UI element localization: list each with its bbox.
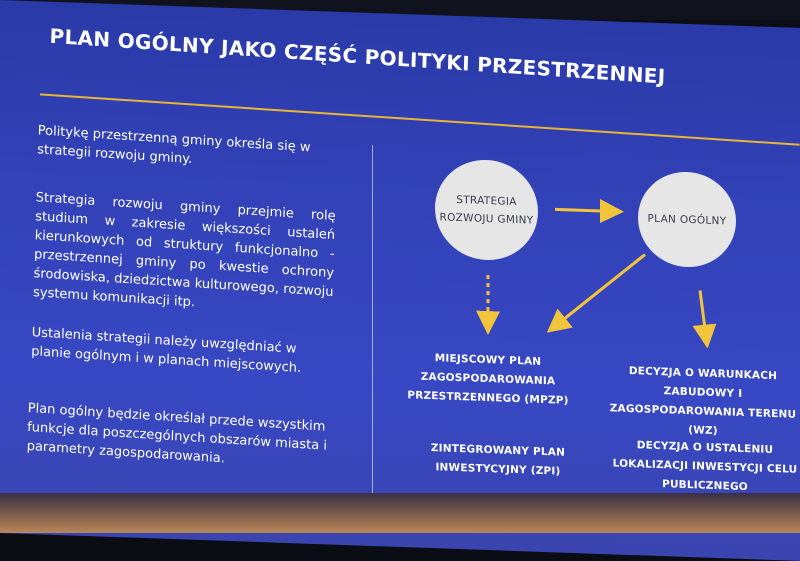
- node-zpi: ZINTEGROWANY PLAN INWESTYCYJNY (ZPI): [430, 442, 566, 478]
- arrow-plan-to-mpzp: [556, 251, 645, 328]
- node-strategia-label: STRATEGIA ROZWOJU GMINY: [439, 193, 534, 227]
- paragraph-plan-ogolny: Plan ogólny będzie określał przede wszystkim funkcje dla poszczególnych obszarów miasta i parametry zagospodarowania.: [26, 400, 328, 467]
- arrow-strategia-to-plan: [555, 209, 612, 211]
- paragraph-polityka: Politykę przestrzenną gminy określa się w strategii rozwoju gminy.: [36, 123, 311, 168]
- node-plan-ogolny-label: PLAN OGÓLNY: [647, 212, 727, 227]
- paragraph-ustalenia: Ustalenia strategii należy uwzględniać w planie ogólnym i w planach miejscowych.: [30, 325, 302, 377]
- slide-title: PLAN OGÓLNY JAKO CZĘŚĆ POLITYKI PRZESTRZENNEJ: [49, 23, 666, 89]
- node-celu-publicznego: DECYZJA O USTALENIU LOKALIZACJI INWESTYCJI CELU PUBLICZNEGO: [612, 439, 798, 494]
- paragraph-strategia: Strategia rozwoju gminy przejmie rolę studium w zakresie większości ustaleń kierunkowych od struktury funkcjonalno - przestrzennej gminy po kwestie ochrony środowiska, dziedzictwa kulturowego, rozwoju systemu komunikacji itp.: [32, 190, 336, 311]
- node-mpzp: MIEJSCOWY PLAN ZAGOSPODAROWANIA PRZESTRZENNEGO (MPZP): [407, 352, 569, 407]
- stage-floor: [0, 493, 800, 533]
- node-wz: DECYZJA O WARUNKACH ZABUDOWY I ZAGOSPODAROWANIA TERENU (WZ): [609, 364, 797, 438]
- arrow-plan-to-wz: [700, 290, 706, 336]
